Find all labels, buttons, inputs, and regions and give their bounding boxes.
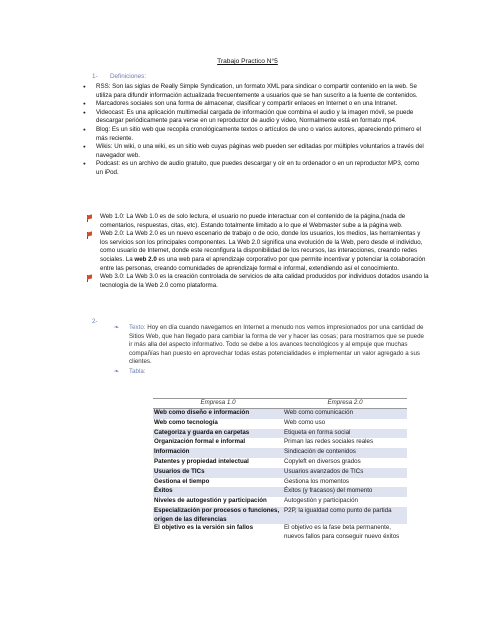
web-3-text: Web 3.0: La Web 3.0 es la creación controlada de servicios de alta calidad producidos por individuos dotados usando la tecnología de la Web 2.0 como plataforma. xyxy=(100,273,429,289)
table-cell: Información xyxy=(153,448,283,458)
web-1-text: Web 1.0: La Web 1.0 es de solo lectura, el usuario no puede interactuar con el contenido de la página,(nada de comentarios, respuestas, citas, etc). Estando totalmente limitado a lo que el Webmaster sube a la página web. xyxy=(100,213,406,229)
flag-bullet-icon xyxy=(87,215,94,221)
section-1-number: 1- xyxy=(92,73,98,80)
texto-item xyxy=(114,324,428,367)
table-cell: El objetivo es la versión sin fallos xyxy=(154,524,254,532)
table-cell: Usuarios avanzados de TICs xyxy=(283,468,407,478)
table-row xyxy=(153,468,407,478)
tabla-item xyxy=(114,368,428,377)
diamond-bullet-icon: ❧ xyxy=(114,369,120,375)
table-row xyxy=(153,507,407,524)
section-1-heading xyxy=(92,73,146,82)
table-cell: Organización formal e informal xyxy=(154,438,246,446)
definition-blog: ● Blog: Es un sitio web que recopila cronológicamente textos o artículos de uno o varios autores, apareciendo primero el más reciente. xyxy=(80,126,425,143)
flag-bullet-icon xyxy=(87,275,94,281)
table-cell: Copyleft en diversos grados xyxy=(284,457,361,465)
table-row xyxy=(153,419,407,429)
table-cell: Patentes y propiedad intelectual xyxy=(154,457,249,465)
section-1-title: Definiciones: xyxy=(110,73,147,80)
flag-bullet-icon xyxy=(87,232,94,238)
definition-podcast: ● Podcast: es un archivo de audio gratuito, que puedes descargar y oír en tu ordenador o en un reproductor MP3, como un iPod. xyxy=(80,160,425,177)
web-2-item xyxy=(84,230,429,273)
table-row xyxy=(153,438,407,448)
definition-wikis: ● Wikis: Un wiki, o una wiki, es un sitio web cuyas páginas web pueden ser editadas por múltiples voluntarios a través del navegador web. xyxy=(80,143,425,160)
web-3-item xyxy=(84,273,429,290)
table-cell: Web como tecnología xyxy=(154,418,218,426)
texto-label: Texto: xyxy=(129,324,146,331)
web-versions-list xyxy=(84,213,429,290)
table-cell: Sindicación de contenidos xyxy=(283,448,407,458)
table-cell: Éxitos (y fracasos) del momento xyxy=(283,487,407,497)
table-cell: Autogestión y participación xyxy=(284,497,358,505)
table-cell: P2P, la igualdad como punto de partida xyxy=(283,507,407,524)
table-row xyxy=(153,458,407,468)
table-cell: Usuarios de TICs xyxy=(153,468,283,478)
definition-marcadores: ● Marcadores sociales son una forma de almacenar, clasificar y compartir enlaces en Internet o en una Intranet. xyxy=(80,100,425,109)
table-cell: Web como diseño e información xyxy=(153,409,283,419)
tabla-label: Tabla: xyxy=(129,368,146,375)
table-cell: Éxitos xyxy=(153,487,283,497)
table-cell: Priman las redes sociales reales xyxy=(284,438,374,446)
table-row xyxy=(153,448,407,458)
web-2-bold: web 2.0 xyxy=(134,255,157,263)
table-cell: Categoriza y guarda en carpetas xyxy=(153,429,283,439)
table-row xyxy=(153,478,407,488)
table-row xyxy=(153,429,407,439)
table-cell: Web como uso xyxy=(284,418,326,426)
definition-rss: ● RSS: Son las siglas de Really Simple Syndication, un formato XML para sindicar o compartir contenido en la web. Se utiliza para difundir información actualizada frecuentemente a usuarios que se han suscrito a la fuente de contenidos. xyxy=(80,83,425,100)
table-row xyxy=(153,497,407,507)
definitions-list xyxy=(80,83,425,178)
table-cell: Web como comunicación xyxy=(283,409,407,419)
table-cell: Especialización por procesos o funciones, origen de las diferencias xyxy=(153,507,283,524)
table-cell: Gestiona los momentos xyxy=(284,477,349,485)
texto-body: Hoy en día cuando navegamos en Internet a menudo nos vemos impresionados por una cantidad de Sitios Web, que han llegado para cambiar la forma de ver y hacer las cosas; para mostrarnos que se puede ir más alla del aspecto informativo. Todo se debe a los avances tecnológicos y al empuje que muchas compañías han puesto en aprovechar todas estas potencialidades e implementar un valor agregado a sus clientes. xyxy=(129,324,424,366)
page-title: Trabajo Practico N°5 xyxy=(217,58,278,65)
table-header-empresa-2: Empresa 2.0 xyxy=(283,399,407,409)
table-row xyxy=(153,487,407,497)
table-cell: El objetivo es la fase beta permanente, nuevos fallos para conseguir nuevo éxitos xyxy=(284,524,400,540)
definition-videocast: ● Videocast: Es una aplicación multimedial cargada de información que combina el audio y la imagen móvil, se puede descargar periódicamente para verse en un reproductor de audio y video, Normalmente está en formato mp4. xyxy=(80,109,425,126)
diamond-bullet-icon: ❧ xyxy=(114,325,120,331)
comparison-table xyxy=(153,398,407,541)
table-row xyxy=(153,524,407,541)
table-cell: Gestiona el tiempo xyxy=(154,477,210,485)
web-2-text-a: Web 2.0: La Web 2.0 es un nuevo escenario de trabajo o de ocio, donde los usuarios, los medios, las herramientas y los servicios son los principales componentes. La Web 2.0 significa una evolución de la Web, pero desde el individuo, como usuario de Internet, donde este reconfigura la disponibilidad de los recursos, las interacciones, creando redes sociales. La xyxy=(100,230,423,263)
table-cell: Etiqueta en forma social xyxy=(283,429,407,439)
table-header-empresa-1: Empresa 1.0 xyxy=(153,399,283,409)
table-row xyxy=(153,409,407,419)
web-1-item xyxy=(84,213,429,230)
section-2-number: 2- xyxy=(92,318,98,325)
web-2-text-b: es una web para el aprendizaje corporativo por que permite incentivar y potenciar la colaboración entre las personas, creando comunidades de aprendizaje formal e informal, extendiendo así el conocimiento. xyxy=(100,255,426,272)
table-cell: Niveles de autogestión y participación xyxy=(154,497,267,505)
